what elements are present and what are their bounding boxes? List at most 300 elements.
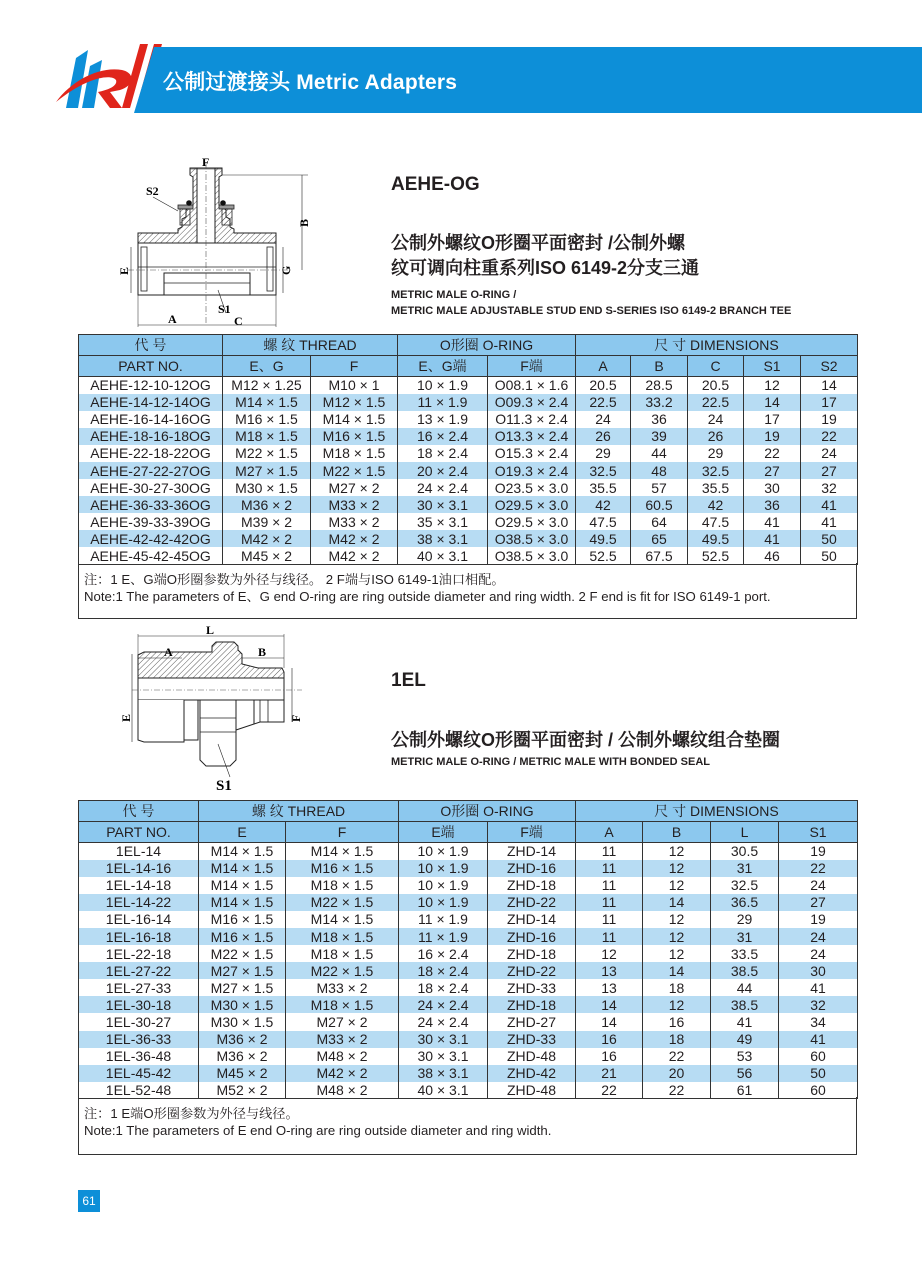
table-row <box>79 1065 858 1082</box>
table-cell: ZHD-33 <box>488 1031 576 1048</box>
table-cell: 47.5 <box>688 513 744 530</box>
table-cell: 16 × 2.4 <box>398 428 488 445</box>
table-cell: 14 <box>576 996 643 1013</box>
table-row <box>79 513 858 530</box>
table-cell: ZHD-16 <box>488 860 576 877</box>
table-cell: 19 <box>779 911 858 928</box>
table-cell: 1EL-14-18 <box>79 877 199 894</box>
table-row <box>79 377 858 394</box>
table-cell: 24 × 2.4 <box>399 996 488 1013</box>
table-row <box>79 428 858 445</box>
table-cell: 52.5 <box>576 547 631 564</box>
table-cell: 60 <box>779 1082 858 1099</box>
table-cell: 22 <box>576 1082 643 1099</box>
table-cell: M22 × 1.5 <box>286 894 399 911</box>
table-cell: 13 <box>576 979 643 996</box>
table-cell: M16 × 1.5 <box>199 911 286 928</box>
table-row <box>79 843 858 860</box>
table-cell: 24 <box>576 411 631 428</box>
table-cell: 29 <box>576 445 631 462</box>
table-cell: M42 × 2 <box>286 1065 399 1082</box>
aehe-og-drawing <box>118 155 318 327</box>
table-cell: 24 <box>688 411 744 428</box>
table-cell: M30 × 1.5 <box>223 479 311 496</box>
table-cell: 40 × 3.1 <box>398 547 488 564</box>
table-cell: M27 × 1.5 <box>199 962 286 979</box>
table-cell: 41 <box>801 513 858 530</box>
page-number: 61 <box>78 1190 100 1212</box>
table-cell: 22 <box>643 1048 711 1065</box>
table-cell: 14 <box>643 894 711 911</box>
table-cell: AEHE-18-16-18OG <box>79 428 223 445</box>
table-cell: 1EL-16-18 <box>79 928 199 945</box>
table-cell: M48 × 2 <box>286 1082 399 1099</box>
table-cell: 24 × 2.4 <box>398 479 488 496</box>
table-cell: 18 <box>643 979 711 996</box>
table-row <box>79 911 858 928</box>
column-header: A <box>576 822 643 843</box>
table-cell: 52.5 <box>688 547 744 564</box>
table-cell: AEHE-22-18-22OG <box>79 445 223 462</box>
table-cell: ZHD-22 <box>488 962 576 979</box>
table-cell: 41 <box>779 1031 858 1048</box>
table-cell: 36 <box>631 411 688 428</box>
table-cell: 22.5 <box>576 394 631 411</box>
table-cell: AEHE-42-42-42OG <box>79 530 223 547</box>
table-cell: AEHE-14-12-14OG <box>79 394 223 411</box>
table-cell: 50 <box>801 530 858 547</box>
column-header: PART NO. <box>79 356 223 377</box>
table-cell: 13 × 1.9 <box>398 411 488 428</box>
table-cell: 31 <box>711 860 779 877</box>
table-cell: ZHD-18 <box>488 996 576 1013</box>
table-cell: O09.3 × 2.4 <box>488 394 576 411</box>
table-cell: M12 × 1.5 <box>311 394 398 411</box>
table-cell: 41 <box>779 979 858 996</box>
table-cell: 40 × 3.1 <box>399 1082 488 1099</box>
column-header: F <box>311 356 398 377</box>
table-cell: 1EL-30-27 <box>79 1013 199 1030</box>
table-cell: 12 <box>643 945 711 962</box>
table-cell: O19.3 × 2.4 <box>488 462 576 479</box>
table-cell: ZHD-48 <box>488 1048 576 1065</box>
drawing2-label-l: L <box>206 623 215 637</box>
table-cell: 30 <box>744 479 801 496</box>
table-row <box>79 1013 858 1030</box>
drawing2-label-b: B <box>258 645 267 659</box>
table-cell: 34 <box>779 1013 858 1030</box>
table-cell: 19 <box>779 843 858 860</box>
table-cell: M22 × 1.5 <box>286 962 399 979</box>
table-cell: 1EL-36-48 <box>79 1048 199 1065</box>
table-cell: 35 × 3.1 <box>398 513 488 530</box>
table-cell: 11 <box>576 843 643 860</box>
section2-note-en: Note:1 The parameters of E end O-ring are ring outside diameter and ring width. <box>84 1123 552 1138</box>
group-header-oring: O形圈 O-RING <box>398 335 576 356</box>
table-cell: AEHE-45-42-45OG <box>79 547 223 564</box>
section2-code: 1EL <box>391 670 426 691</box>
table-row <box>79 479 858 496</box>
table-cell: 10 × 1.9 <box>398 377 488 394</box>
table-cell: ZHD-14 <box>488 843 576 860</box>
table-cell: 60 <box>779 1048 858 1065</box>
table-cell: 28.5 <box>631 377 688 394</box>
column-header: A <box>576 356 631 377</box>
table-cell: 38 × 3.1 <box>399 1065 488 1082</box>
section1-cn-title-line2: 纹可调向柱重系列ISO 6149-2分支三通 <box>391 258 700 278</box>
column-header: F端 <box>488 356 576 377</box>
table-cell: 41 <box>711 1013 779 1030</box>
group-header-thread: 螺 纹 THREAD <box>199 801 399 822</box>
table-cell: 12 <box>744 377 801 394</box>
table-cell: 18 × 2.4 <box>399 962 488 979</box>
table-cell: ZHD-33 <box>488 979 576 996</box>
table-cell: 50 <box>801 547 858 564</box>
table-cell: 32.5 <box>688 462 744 479</box>
table-cell: 65 <box>631 530 688 547</box>
table-row <box>79 1048 858 1065</box>
table-cell: 12 <box>643 928 711 945</box>
table-row <box>79 462 858 479</box>
table-cell: 36 <box>744 496 801 513</box>
table-cell: 38.5 <box>711 962 779 979</box>
table-cell: ZHD-42 <box>488 1065 576 1082</box>
table-cell: AEHE-36-33-36OG <box>79 496 223 513</box>
table-cell: 1EL-27-22 <box>79 962 199 979</box>
table-cell: AEHE-30-27-30OG <box>79 479 223 496</box>
table-row <box>79 894 858 911</box>
table-cell: 67.5 <box>631 547 688 564</box>
table-cell: 32 <box>801 479 858 496</box>
table-row <box>79 979 858 996</box>
table-cell: ZHD-48 <box>488 1082 576 1099</box>
table-row <box>79 945 858 962</box>
table-cell: 22 <box>744 445 801 462</box>
table-cell: 1EL-30-18 <box>79 996 199 1013</box>
table-cell: 24 × 2.4 <box>399 1013 488 1030</box>
drawing1-label-s1: S1 <box>218 302 231 316</box>
table-cell: 22 <box>779 860 858 877</box>
table-cell: AEHE-12-10-12OG <box>79 377 223 394</box>
table-cell: 1EL-16-14 <box>79 911 199 928</box>
table-cell: 33.5 <box>711 945 779 962</box>
table-cell: M16 × 1.5 <box>199 928 286 945</box>
table-cell: 14 <box>801 377 858 394</box>
table-cell: 33.2 <box>631 394 688 411</box>
table-cell: M14 × 1.5 <box>311 411 398 428</box>
table-cell: M36 × 2 <box>199 1031 286 1048</box>
table-cell: 11 <box>576 894 643 911</box>
table-cell: 44 <box>631 445 688 462</box>
1el-drawing <box>119 622 314 794</box>
table-cell: O11.3 × 2.4 <box>488 411 576 428</box>
table-row <box>79 928 858 945</box>
table-cell: M45 × 2 <box>199 1065 286 1082</box>
1el-spec-table <box>78 800 858 1099</box>
table-cell: 11 <box>576 877 643 894</box>
table-row <box>79 496 858 513</box>
table-cell: M30 × 1.5 <box>199 1013 286 1030</box>
page-header-title: 公制过渡接头 Metric Adapters <box>163 71 458 94</box>
section1-cn-title-line1: 公制外螺纹O形圈平面密封 /公制外螺 <box>391 233 686 253</box>
table-cell: 11 × 1.9 <box>399 928 488 945</box>
table-row <box>79 962 858 979</box>
table-cell: 44 <box>711 979 779 996</box>
drawing2-label-a: A <box>164 645 173 659</box>
table-cell: 20 × 2.4 <box>398 462 488 479</box>
table-cell: 18 <box>643 1031 711 1048</box>
group-header-part: 代 号 <box>79 335 223 356</box>
table-row <box>79 877 858 894</box>
table-cell: AEHE-16-14-16OG <box>79 411 223 428</box>
table-cell: 10 × 1.9 <box>399 877 488 894</box>
drawing1-label-f: F <box>202 155 210 169</box>
table-cell: 49 <box>711 1031 779 1048</box>
table-cell: 12 <box>643 843 711 860</box>
drawing2-label-s1: S1 <box>216 778 232 794</box>
group-header-dimensions: 尺 寸 DIMENSIONS <box>576 801 858 822</box>
table-cell: 60.5 <box>631 496 688 513</box>
column-header: E、G端 <box>398 356 488 377</box>
column-header: C <box>688 356 744 377</box>
table-cell: 32.5 <box>711 877 779 894</box>
table-cell: 35.5 <box>576 479 631 496</box>
table-cell: 49.5 <box>576 530 631 547</box>
table-cell: 36.5 <box>711 894 779 911</box>
table-cell: 27 <box>744 462 801 479</box>
table-cell: M12 × 1.25 <box>223 377 311 394</box>
table-cell: 32.5 <box>576 462 631 479</box>
table-cell: 22 <box>643 1082 711 1099</box>
drawing1-label-g: G <box>279 265 293 275</box>
table-cell: M36 × 2 <box>223 496 311 513</box>
section2-en-title: METRIC MALE O-RING / METRIC MALE WITH BONDED SEAL <box>391 756 710 768</box>
table-cell: M18 × 1.5 <box>286 996 399 1013</box>
drawing2-label-e: E <box>119 713 133 722</box>
table-cell: 26 <box>688 428 744 445</box>
table-cell: 27 <box>779 894 858 911</box>
table-cell: 35.5 <box>688 479 744 496</box>
section1-note-cn: 注：1 E、G端O形圈参数为外径与线径。 2 F端与ISO 6149-1油口相配。 <box>84 572 505 587</box>
table-cell: M42 × 2 <box>311 547 398 564</box>
table-cell: 26 <box>576 428 631 445</box>
table-cell: M52 × 2 <box>199 1082 286 1099</box>
table-cell: 21 <box>576 1065 643 1082</box>
table-cell: 16 <box>576 1048 643 1065</box>
table-cell: 11 <box>576 860 643 877</box>
table-cell: 13 <box>576 962 643 979</box>
table-cell: 16 <box>576 1031 643 1048</box>
table-row <box>79 394 858 411</box>
table-cell: 53 <box>711 1048 779 1065</box>
table-cell: M14 × 1.5 <box>199 860 286 877</box>
table-cell: M33 × 2 <box>311 496 398 513</box>
table-cell: M33 × 2 <box>286 979 399 996</box>
table-row <box>79 530 858 547</box>
table-cell: 49.5 <box>688 530 744 547</box>
table-cell: 17 <box>744 411 801 428</box>
column-header: S2 <box>801 356 858 377</box>
table-cell: M30 × 1.5 <box>199 996 286 1013</box>
table-cell: 14 <box>643 962 711 979</box>
table-cell: M14 × 1.5 <box>199 894 286 911</box>
table-cell: 16 × 2.4 <box>399 945 488 962</box>
table-cell: M14 × 1.5 <box>286 843 399 860</box>
table-cell: 12 <box>643 996 711 1013</box>
table-cell: M18 × 1.5 <box>286 928 399 945</box>
column-header: E端 <box>399 822 488 843</box>
table-cell: 17 <box>801 394 858 411</box>
table-cell: M33 × 2 <box>286 1031 399 1048</box>
table-cell: ZHD-27 <box>488 1013 576 1030</box>
table-cell: M18 × 1.5 <box>223 428 311 445</box>
table-cell: 20.5 <box>688 377 744 394</box>
group-header-dimensions: 尺 寸 DIMENSIONS <box>576 335 858 356</box>
table-cell: 47.5 <box>576 513 631 530</box>
table-cell: 61 <box>711 1082 779 1099</box>
table-cell: M18 × 1.5 <box>311 445 398 462</box>
table-cell: M39 × 2 <box>223 513 311 530</box>
drawing1-label-a: A <box>168 312 177 326</box>
table-cell: ZHD-16 <box>488 928 576 945</box>
drawing1-label-b: B <box>297 218 311 227</box>
table-cell: 19 <box>801 411 858 428</box>
drawing1-label-e: E <box>117 266 131 275</box>
table-cell: M27 × 2 <box>286 1013 399 1030</box>
table-cell: M27 × 1.5 <box>199 979 286 996</box>
table-cell: 11 <box>576 911 643 928</box>
table-cell: 20.5 <box>576 377 631 394</box>
table-cell: O15.3 × 2.4 <box>488 445 576 462</box>
table-cell: ZHD-14 <box>488 911 576 928</box>
table-row <box>79 411 858 428</box>
table-cell: 22.5 <box>688 394 744 411</box>
table-cell: 1EL-22-18 <box>79 945 199 962</box>
table-cell: O29.5 × 3.0 <box>488 496 576 513</box>
table-cell: M45 × 2 <box>223 547 311 564</box>
table-cell: O23.5 × 3.0 <box>488 479 576 496</box>
table-cell: M27 × 2 <box>311 479 398 496</box>
table-cell: 18 × 2.4 <box>398 445 488 462</box>
table-cell: 22 <box>801 428 858 445</box>
column-header: B <box>643 822 711 843</box>
column-header: F <box>286 822 399 843</box>
table-cell: 19 <box>744 428 801 445</box>
table-row <box>79 445 858 462</box>
table-cell: O38.5 × 3.0 <box>488 530 576 547</box>
drawing1-label-s2: S2 <box>146 184 159 198</box>
table-cell: 10 × 1.9 <box>399 894 488 911</box>
table-cell: M14 × 1.5 <box>199 843 286 860</box>
table-cell: 11 <box>576 928 643 945</box>
column-header: PART NO. <box>79 822 199 843</box>
table-cell: M14 × 1.5 <box>223 394 311 411</box>
table-cell: M16 × 1.5 <box>223 411 311 428</box>
section2-note-cn: 注：1 E端O形圈参数为外径与线径。 <box>84 1106 299 1121</box>
table-cell: ZHD-18 <box>488 877 576 894</box>
table-cell: 31 <box>711 928 779 945</box>
table-cell: 56 <box>711 1065 779 1082</box>
section1-note-en: Note:1 The parameters of E、G end O-ring are ring outside diameter and ring width. 2 F end is fit for ISO 6149-1 port. <box>84 589 771 604</box>
aehe-og-spec-table <box>78 334 858 565</box>
column-header: L <box>711 822 779 843</box>
table-cell: 1EL-45-42 <box>79 1065 199 1082</box>
table-cell: 30 × 3.1 <box>399 1048 488 1065</box>
table-row <box>79 860 858 877</box>
table-cell: 29 <box>711 911 779 928</box>
table-cell: 11 × 1.9 <box>399 911 488 928</box>
table-cell: 30 <box>779 962 858 979</box>
table-cell: M18 × 1.5 <box>286 877 399 894</box>
column-header: F端 <box>488 822 576 843</box>
table-cell: 41 <box>744 513 801 530</box>
table-cell: 1EL-14-22 <box>79 894 199 911</box>
table-cell: 41 <box>801 496 858 513</box>
table-cell: M33 × 2 <box>311 513 398 530</box>
table-cell: M18 × 1.5 <box>286 945 399 962</box>
table-cell: 38.5 <box>711 996 779 1013</box>
table-cell: O38.5 × 3.0 <box>488 547 576 564</box>
table-cell: 30.5 <box>711 843 779 860</box>
section1-notes <box>78 563 857 619</box>
table-cell: 1EL-27-33 <box>79 979 199 996</box>
table-cell: 12 <box>643 860 711 877</box>
table-cell: ZHD-22 <box>488 894 576 911</box>
table-cell: 57 <box>631 479 688 496</box>
table-cell: 41 <box>744 530 801 547</box>
table-cell: M48 × 2 <box>286 1048 399 1065</box>
drawing1-label-c: C <box>234 314 243 328</box>
table-cell: M10 × 1 <box>311 377 398 394</box>
table-cell: 1EL-36-33 <box>79 1031 199 1048</box>
table-cell: M16 × 1.5 <box>311 428 398 445</box>
table-cell: M14 × 1.5 <box>199 877 286 894</box>
table-cell: 14 <box>744 394 801 411</box>
table-cell: 1EL-14-16 <box>79 860 199 877</box>
table-cell: 50 <box>779 1065 858 1082</box>
table-cell: 1EL-52-48 <box>79 1082 199 1099</box>
table-cell: 12 <box>643 911 711 928</box>
table-cell: M27 × 1.5 <box>223 462 311 479</box>
table-cell: M42 × 2 <box>223 530 311 547</box>
table-cell: M22 × 1.5 <box>199 945 286 962</box>
section2-cn-title: 公制外螺纹O形圈平面密封 / 公制外螺纹组合垫圈 <box>391 730 781 750</box>
table-cell: M22 × 1.5 <box>311 462 398 479</box>
table-cell: 10 × 1.9 <box>399 843 488 860</box>
table-row <box>79 996 858 1013</box>
table-cell: 39 <box>631 428 688 445</box>
table-cell: M16 × 1.5 <box>286 860 399 877</box>
table-cell: 46 <box>744 547 801 564</box>
group-header-part: 代 号 <box>79 801 199 822</box>
table-cell: 29 <box>688 445 744 462</box>
table-cell: 24 <box>779 877 858 894</box>
table-cell: 27 <box>801 462 858 479</box>
table-cell: M22 × 1.5 <box>223 445 311 462</box>
table-cell: 38 × 3.1 <box>398 530 488 547</box>
table-cell: 18 × 2.4 <box>399 979 488 996</box>
table-cell: 24 <box>779 945 858 962</box>
table-cell: O13.3 × 2.4 <box>488 428 576 445</box>
column-header: B <box>631 356 688 377</box>
table-cell: 11 × 1.9 <box>398 394 488 411</box>
column-header: E、G <box>223 356 311 377</box>
table-cell: ZHD-18 <box>488 945 576 962</box>
table-cell: 32 <box>779 996 858 1013</box>
column-header: S1 <box>744 356 801 377</box>
table-cell: AEHE-27-22-27OG <box>79 462 223 479</box>
table-cell: 24 <box>801 445 858 462</box>
